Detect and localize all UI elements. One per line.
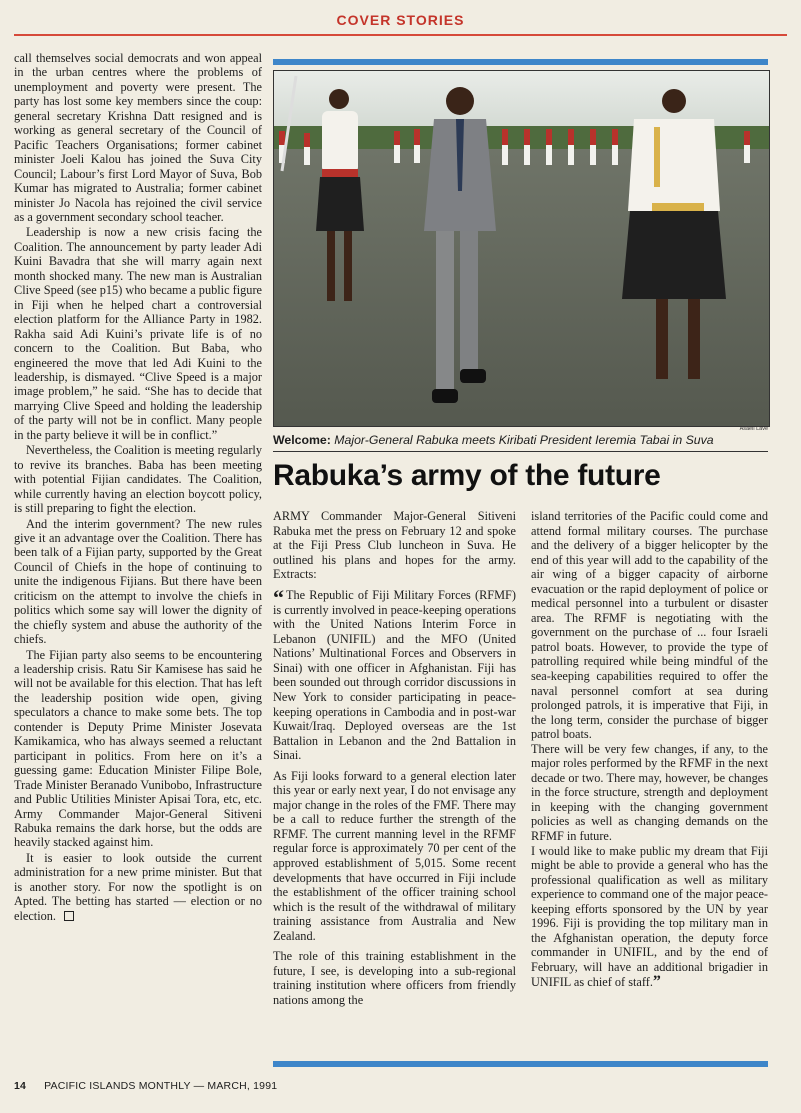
article-paragraph-text: I would like to make public my dream that Fiji might be able to provide a general who has the professional qualification as well as military experience to command one of the major peace-keeping efforts sponsored by the UN by year 1996. Fiji is providing the top military man in the Afghanistan operation, the deputy force commander in UNIFIL, and by the end of February, will have an additional brigadier in UNIFIL as chief of staff. — [531, 843, 768, 989]
caption-text: Major-General Rabuka meets Kiribati President Ieremia Tabai in Suva — [334, 433, 714, 447]
left-paragraph: And the interim government? The new rules give it an advantage over the Coalition. There has been talk of a Fijian party, supported by the Great Council of Chiefs in the hope of continuing to unite the indigenous Fijians. But there have been criticism on the attempt to involve the chiefs in politics which some say will lower the dignity of the chiefly system and abuse the authority of the chiefs. — [14, 516, 262, 647]
article-paragraph-text: The Republic of Fiji Military Forces (RFMF) is currently involved in peace-keeping operations with the United Nations Interim Force in Lebanon (UNIFIL) and the MFO (United Nations’ Multinational Forces and Observers in Sinai) with one officer in Afghanistan. Fiji has been sounded out through corridor discussions in New York to consider participating in peace-keeping operations in Cambodia and in post-war Kuwait/Iraq. Deployed overseas are the 1st Battalion in Lebanon and the 2nd Battalion in Sinai. — [273, 587, 516, 763]
left-paragraph: Leadership is now a new crisis facing the Coalition. The announcement by party leader Adi Kuini Bavadra that she will marry again next month shocked many. The new man is Australian Clive Speed (see p15) who became a public figure in Fiji when he helped chart a controversial election platform for the Alliance Party in 1982. Rakha said Adi Kuini’s private life is of no concern to the Coalition. But Baba, who engineered the move that led Adi Kuini to the leadership, is dismayed. “Clive Speed is a major image problem,” he said. “She has to decide that marrying Clive Speed and holding the leadership of the party will not be in conflict. Many people in the party believe it will be in conflict.” — [14, 225, 262, 442]
open-quote-mark: “ — [273, 584, 284, 610]
photo-caption — [273, 433, 768, 447]
page-number: 14 — [14, 1080, 27, 1092]
article-paragraph: The role of this training establishment in the future, I see, is developing into a sub-regional training institution where officers from friendly nations among the — [273, 949, 516, 1007]
photo-top-bar — [273, 59, 768, 65]
top-rule — [14, 34, 787, 36]
cover-photo — [273, 70, 770, 427]
close-quote-mark: ” — [652, 972, 661, 990]
article-paragraph — [531, 844, 768, 989]
left-paragraph: Nevertheless, the Coalition is meeting regularly to revive its branches. Baba has been meeting with potential Fijian candidates. The Coalition, while currently having an election boycott policy, is still preparing to fight the election. — [14, 443, 262, 516]
article-paragraph — [273, 584, 516, 763]
article-paragraph: island territories of the Pacific could come and attend formal military courses. The purchase and the delivery of a bigger helicopter by the end of this year will add to the capability of the air wing of a bigger capacity of airborne evacuation or the rapid deployment of police or medical personnel into a turbulent or disaster area. The RFMF is negotiating with the government on the purchase of ... four Israeli patrol boats. However, to provide the type of patrolling required while being mindful of the sea-keeping capabilities required to offer the naval personnel comfort at sea during prolonged patrols, it is imperative that Fiji, in the long term, consider the purchase of bigger patrol boats. — [531, 509, 768, 742]
page-footer — [14, 1080, 277, 1092]
bottom-bar — [273, 1061, 768, 1067]
left-column — [14, 51, 262, 923]
article-column-right — [531, 509, 768, 989]
article-headline: Rabuka’s army of the future — [273, 459, 661, 492]
article-intro: ARMY Commander Major-General Sitiveni Rabuka met the press on February 12 and spoke at the Fiji Press Club luncheon in Suva. He outlined his plans and hopes for the army. Extracts: — [273, 509, 516, 582]
end-mark-icon — [64, 911, 74, 921]
left-paragraph-last — [14, 851, 262, 923]
left-paragraph-text: It is easier to look outside the current administration for a new prime minister. But that is another story. For now the spotlight is on Apted. The betting has started — election or no election. — [14, 850, 262, 923]
left-paragraph: call themselves social democrats and won appeal in the urban centres where the problems of unemployment and poverty were present. The party has lost some key members since the coup: general secretary Krishna Datt resigned and is working as general secretary of the Council of Pacific Teachers Organisations; former cabinet minister Joeli Kalou has joined the Suva City Council; Labour’s first Lord Mayor of Suva, Bob Kumar has migrated to Australia; former cabinet minister Jo Nacola has rejoined the civil service as a government secondary school teacher. — [14, 51, 262, 224]
left-paragraph: The Fijian party also seems to be encountering a leadership crisis. Ratu Sir Kamisese has said he will not be available for this election. That has left the leadership position wide open, giving speculators a chance to make some bets. The top contender is Deputy Prime Minister Josevata Kamikamica, who has always seemed a reluctant participant in politics. From here on it’s a guessing game: Education Minister Filipe Bole, Trade Minister Beranado Vunibobo, Infrastructure and Public Utilities Minister Apisai Tora, etc, etc. Army Commander Major-General Sitiveni Rabuka remains the dark horse, but the odds are heavily stacked against him. — [14, 647, 262, 850]
section-title: COVER STORIES — [336, 12, 465, 28]
photo-credit: Asaeli Lave — [739, 426, 768, 432]
photo-illustration — [274, 71, 769, 426]
article-column-middle — [273, 509, 516, 1008]
caption-rule — [273, 451, 768, 452]
article-paragraph: There will be very few changes, if any, to the major roles performed by the RFMF in the next decade or two. There may, however, be changes in the force structure, strength and deployment in keeping with the changing government policies as well as changing demands on the RFMF in future. — [531, 741, 768, 844]
publication-name: PACIFIC ISLANDS MONTHLY — MARCH, 1991 — [44, 1080, 278, 1092]
article-paragraph: As Fiji looks forward to a general election later this year or early next year, I do not envisage any major change in the roles of the FMF. There may be a call to reduce further the strength of the RFMF. The current manning level in the RFMF regular force is approximately 70 per cent of the approved establishment of 5,015. Some recent developments that have occurred in Fiji include the establishment of the officer training school which is the result of the withdrawal of military training assistance from Australia and New Zealand. — [273, 768, 516, 943]
caption-label: Welcome: — [273, 433, 331, 447]
